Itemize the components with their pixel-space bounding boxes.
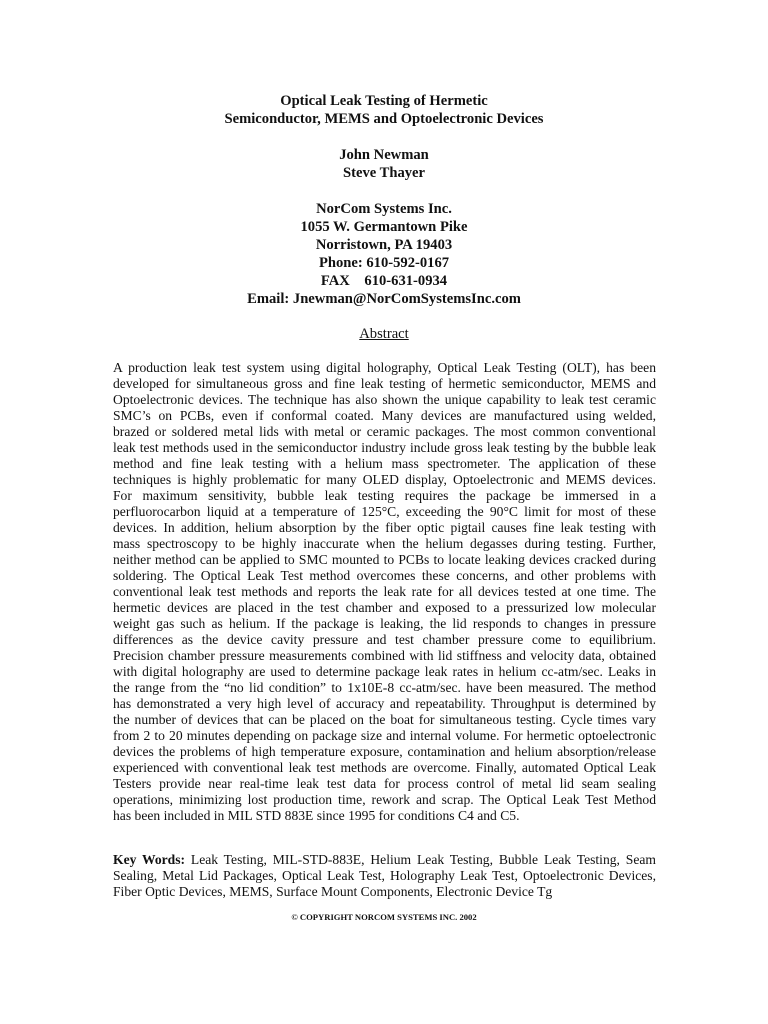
- abstract-line: weight gas such as helium. If the package is leaking, the lid responds to changes in pressure: [113, 616, 656, 631]
- abstract-line: A production leak test system using digital holography, Optical Leak Testing (OLT), has been: [113, 360, 656, 375]
- abstract-line: the number of devices that can be placed on the boat for simultaneous testing. Cycle times vary: [113, 712, 656, 727]
- abstract-line: devices. In addition, helium absorption by the fiber optic pigtail causes fine leak testing with: [113, 520, 656, 535]
- abstract-line: experienced with conventional leak test methods are overcome. Finally, automated Optical Leak: [113, 760, 656, 775]
- abstract-line: has been included in MIL STD 883E since 1995 for conditions C4 and C5.: [113, 808, 520, 823]
- abstract-line: For maximum sensitivity, bubble leak testing requires the package be immersed in a: [113, 488, 656, 503]
- company-name: NorCom Systems Inc.: [316, 201, 452, 217]
- author-name: John Newman: [339, 147, 429, 163]
- paper-title: [0, 92, 768, 128]
- title-line-1: Optical Leak Testing of Hermetic: [280, 93, 488, 109]
- affiliation-block: [0, 200, 768, 308]
- abstract-line: brazed or soldered metal lids with metal or ceramic packages. The most common conventional: [113, 424, 656, 439]
- abstract-line: Optoelectronic devices. The technique has also shown the unique capability to leak test ceramic: [113, 392, 656, 407]
- abstract-line: SMC’s on PCBs, even if conformal coated. Many devices are manufactured using welded,: [113, 408, 656, 423]
- abstract-line: conventional leak test methods and reports the leak rate for all devices tested at one time. The: [113, 584, 656, 599]
- abstract-line: mass spectroscopy to be highly inaccurate when the helium degasses during testing. Further,: [113, 536, 656, 551]
- author-list: [0, 146, 768, 182]
- abstract-line: developed for simultaneous gross and fine leak testing of hermetic semiconductor, MEMS and: [113, 376, 656, 391]
- abstract-line: with digital holography are used to determine package leak rates in helium cc-atm/sec. Leaks in: [113, 664, 656, 679]
- copyright-notice: © COPYRIGHT NORCOM SYSTEMS INC. 2002: [291, 912, 477, 922]
- keywords-line: Fiber Optic Devices, MEMS, Surface Mount Components, Electronic Device Tg: [113, 884, 553, 899]
- abstract-line: perfluorocarbon liquid at a temperature of 125°C, exceeding the 90°C limit for most of these: [113, 504, 656, 519]
- keywords-section: [113, 852, 656, 900]
- abstract-line: method and fine leak testing with a helium mass spectrometer. The application of these: [113, 456, 656, 471]
- abstract-line: neither method can be applied to SMC mounted to PCBs to locate leaking devices cracked during: [113, 552, 656, 567]
- abstract-line: devices the problems of high temperature exposure, contamination and helium absorption/release: [113, 744, 656, 759]
- city-state-zip: Norristown, PA 19403: [315, 237, 453, 253]
- keywords-text: Leak Testing, MIL-STD-883E, Helium Leak Testing, Bubble Leak Testing, Seam: [185, 852, 656, 867]
- fax-number: FAX 610-631-0934: [320, 273, 448, 289]
- abstract-line: soldering. The Optical Leak Test method overcomes these concerns, and other problems with: [113, 568, 656, 583]
- abstract-line: leak test methods used in the semiconductor industry include gross leak testing by the bubble leak: [113, 440, 656, 455]
- abstract-line: the range from the “no lid condition” to 1x10E-8 cc-atm/sec. have been measured. The method: [113, 680, 656, 695]
- title-line-2: Semiconductor, MEMS and Optoelectronic Devices: [224, 111, 544, 127]
- author-name: Steve Thayer: [342, 165, 425, 181]
- keywords-line: [113, 852, 656, 868]
- abstract-line: from 2 to 20 minutes depending on package size and internal volume. For hermetic optoelectronic: [113, 728, 656, 743]
- abstract-line: hermetic devices are placed in the test chamber and exposed to a pressurized low molecular: [113, 600, 656, 615]
- abstract-line: differences as the device cavity pressure and test chamber pressure come to equilibrium.: [113, 632, 656, 647]
- abstract-line: Testers provide near real-time leak test data for process control of metal lid seam sealing: [113, 776, 656, 791]
- abstract-line: Precision chamber pressure measurements combined with lid stiffness and velocity data, obtained: [113, 648, 656, 663]
- abstract-line: techniques is highly problematic for many OLED display, Optoelectronic and MEMS devices.: [113, 472, 656, 487]
- abstract-line: has demonstrated a very high level of accuracy and repeatability. Throughput is determined by: [113, 696, 656, 711]
- phone-number: Phone: 610-592-0167: [318, 255, 450, 271]
- keywords-label: Key Words:: [113, 852, 186, 867]
- street-address: 1055 W. Germantown Pike: [300, 219, 468, 235]
- email-address: Email: Jnewman@NorComSystemsInc.com: [247, 291, 521, 307]
- abstract-line: operations, minimizing lost production time, rework and scrap. The Optical Leak Test Method: [113, 792, 656, 807]
- abstract-body: [113, 360, 656, 824]
- abstract-heading: Abstract: [359, 326, 409, 342]
- keywords-line: Sealing, Metal Lid Packages, Optical Leak Test, Holography Leak Test, Optoelectronic Devices,: [113, 868, 656, 883]
